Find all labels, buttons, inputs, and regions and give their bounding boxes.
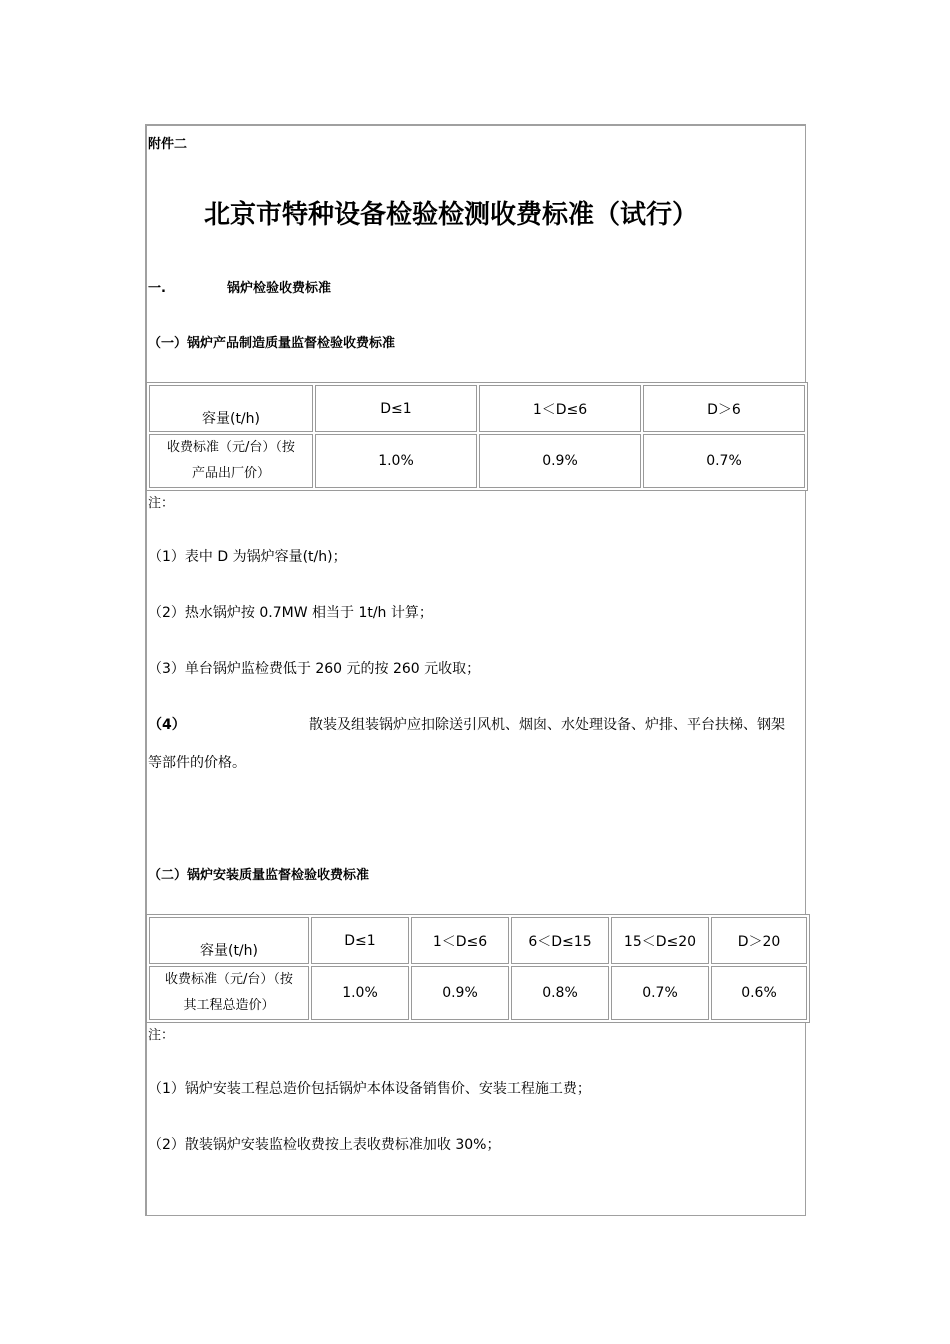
- capacity-label: 容量(t/h): [149, 385, 313, 432]
- table-header-cell: D≤1: [311, 917, 409, 964]
- fee-table-manufacture: [146, 382, 808, 491]
- note-label: 注：: [148, 1028, 175, 1043]
- table-header-cell: 1＜D≤6: [479, 385, 641, 432]
- table-header-cell: 15＜D≤20: [611, 917, 709, 964]
- table-header-cell: D≤1: [315, 385, 477, 432]
- page-title: 北京市特种设备检验检测收费标准（试行）: [204, 200, 699, 230]
- table-row: [149, 966, 807, 1020]
- table-cell: 1.0%: [311, 966, 409, 1020]
- table-cell: 0.9%: [479, 434, 641, 488]
- subsection-heading-1: （一）锅炉产品制造质量监督检验收费标准: [148, 336, 396, 351]
- note-item: 散装及组装锅炉应扣除送引风机、烟囱、水处理设备、炉排、平台扶梯、钢架: [309, 717, 785, 733]
- fee-label-line: 收费标准（元/台）（按: [165, 972, 293, 987]
- fee-table-installation: [146, 914, 810, 1023]
- note-item: （2）散装锅炉安装监检收费按上表收费标准加收 30%；: [148, 1137, 501, 1153]
- table-header-cell: 6＜D≤15: [511, 917, 609, 964]
- table-cell: 0.7%: [611, 966, 709, 1020]
- note-item: （1）锅炉安装工程总造价包括锅炉本体设备销售价、安装工程施工费；: [148, 1081, 591, 1097]
- subsection-heading-2: （二）锅炉安装质量监督检验收费标准: [148, 868, 370, 883]
- note-item: （3）单台锅炉监检费低于 260 元的按 260 元收取；: [148, 661, 481, 677]
- table-header-row: [149, 917, 807, 964]
- table-cell: 0.6%: [711, 966, 807, 1020]
- table-cell: 0.9%: [411, 966, 509, 1020]
- section-number: 一.: [148, 281, 166, 296]
- section-heading: 锅炉检验收费标准: [227, 281, 332, 296]
- annex-label: 附件二: [148, 137, 188, 152]
- capacity-label: 容量(t/h): [149, 917, 309, 964]
- fee-label-line: 收费标准（元/台）（按: [167, 440, 295, 455]
- table-header-cell: 1＜D≤6: [411, 917, 509, 964]
- table-header-cell: D＞20: [711, 917, 807, 964]
- fee-standard-label: [149, 434, 313, 488]
- table-cell: 1.0%: [315, 434, 477, 488]
- note-item: （1）表中 D 为锅炉容量(t/h)；: [148, 549, 347, 565]
- note-item-continued: 等部件的价格。: [148, 755, 246, 771]
- fee-label-line: 其工程总造价）: [183, 998, 275, 1013]
- note-number: （4）: [148, 717, 186, 733]
- table-header-cell: D＞6: [643, 385, 805, 432]
- table-cell: 0.7%: [643, 434, 805, 488]
- note-label: 注：: [148, 496, 175, 511]
- fee-standard-label: [149, 966, 309, 1020]
- note-item: （2）热水锅炉按 0.7MW 相当于 1t/h 计算；: [148, 605, 433, 621]
- fee-label-line: 产品出厂价）: [191, 466, 270, 481]
- table-cell: 0.8%: [511, 966, 609, 1020]
- table-header-row: [149, 385, 805, 432]
- table-row: [149, 434, 805, 488]
